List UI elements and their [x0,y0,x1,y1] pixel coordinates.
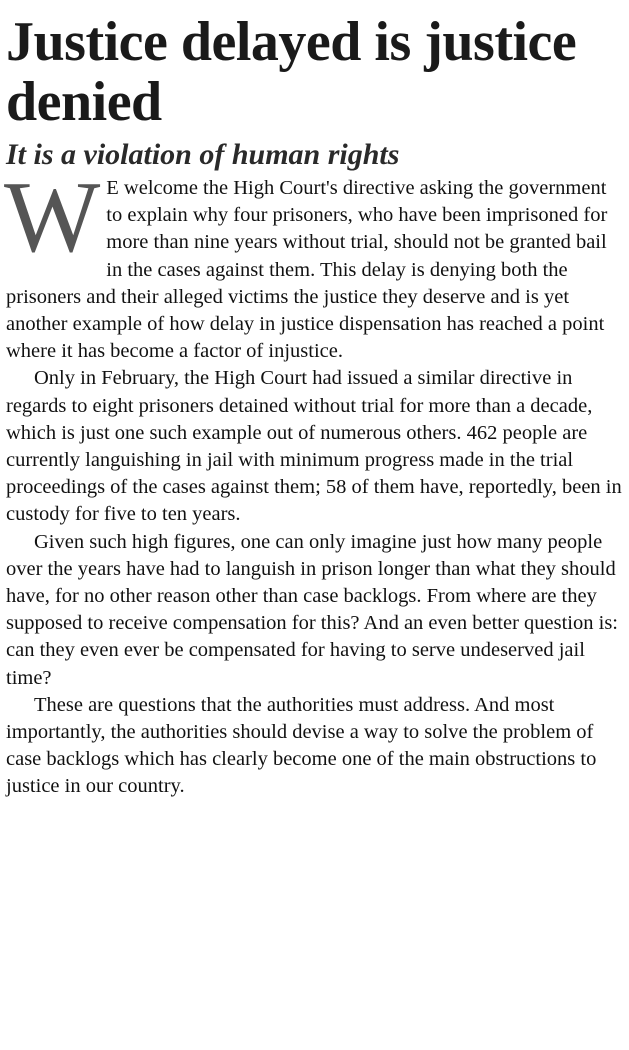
headline: Justice delayed is justice denied [6,11,577,134]
paragraph-1-text: E welcome the High Court's directive asking the government to explain why four prisoners, who have been imprisoned for more than nine years without trial, should not be granted bail in the cases against them. This delay is denying both the prisoners and their alleged victims the justice they deserve and is yet another example of how delay in justice dispensation has reached a point where it has become a factor of injustice. [6,176,608,363]
drop-cap: W [4,160,101,274]
article-body [4,160,622,801]
paragraph-4: These are questions that the authorities must address. And most importantly, the authorities should devise a way to solve the problem of case backlogs which has clearly become one of the main obstructions to justice in our country. [6,693,597,798]
paragraph-2: Only in February, the High Court had issued a similar directive in regards to eight prisoners detained without trial for more than a decade, which is just one such example out of numerous others. 462 people are currently languishing in jail with minimum progress made in the trial proceedings of the cases against them; 58 of them have, reportedly, been in custody for five to ten years. [6,367,622,526]
paragraph-3: Given such high figures, one can only imagine just how many people over the years have had to languish in prison longer than what they should have, for no other reason other than case backlogs. From where are they supposed to receive compensation for this? And an even better question is: can they even ever be compensated for having to serve undeserved jail time? [6,530,618,689]
subheadline: It is a violation of human rights [6,137,400,171]
paragraph-1 [4,160,622,365]
editorial-article [6,12,622,801]
